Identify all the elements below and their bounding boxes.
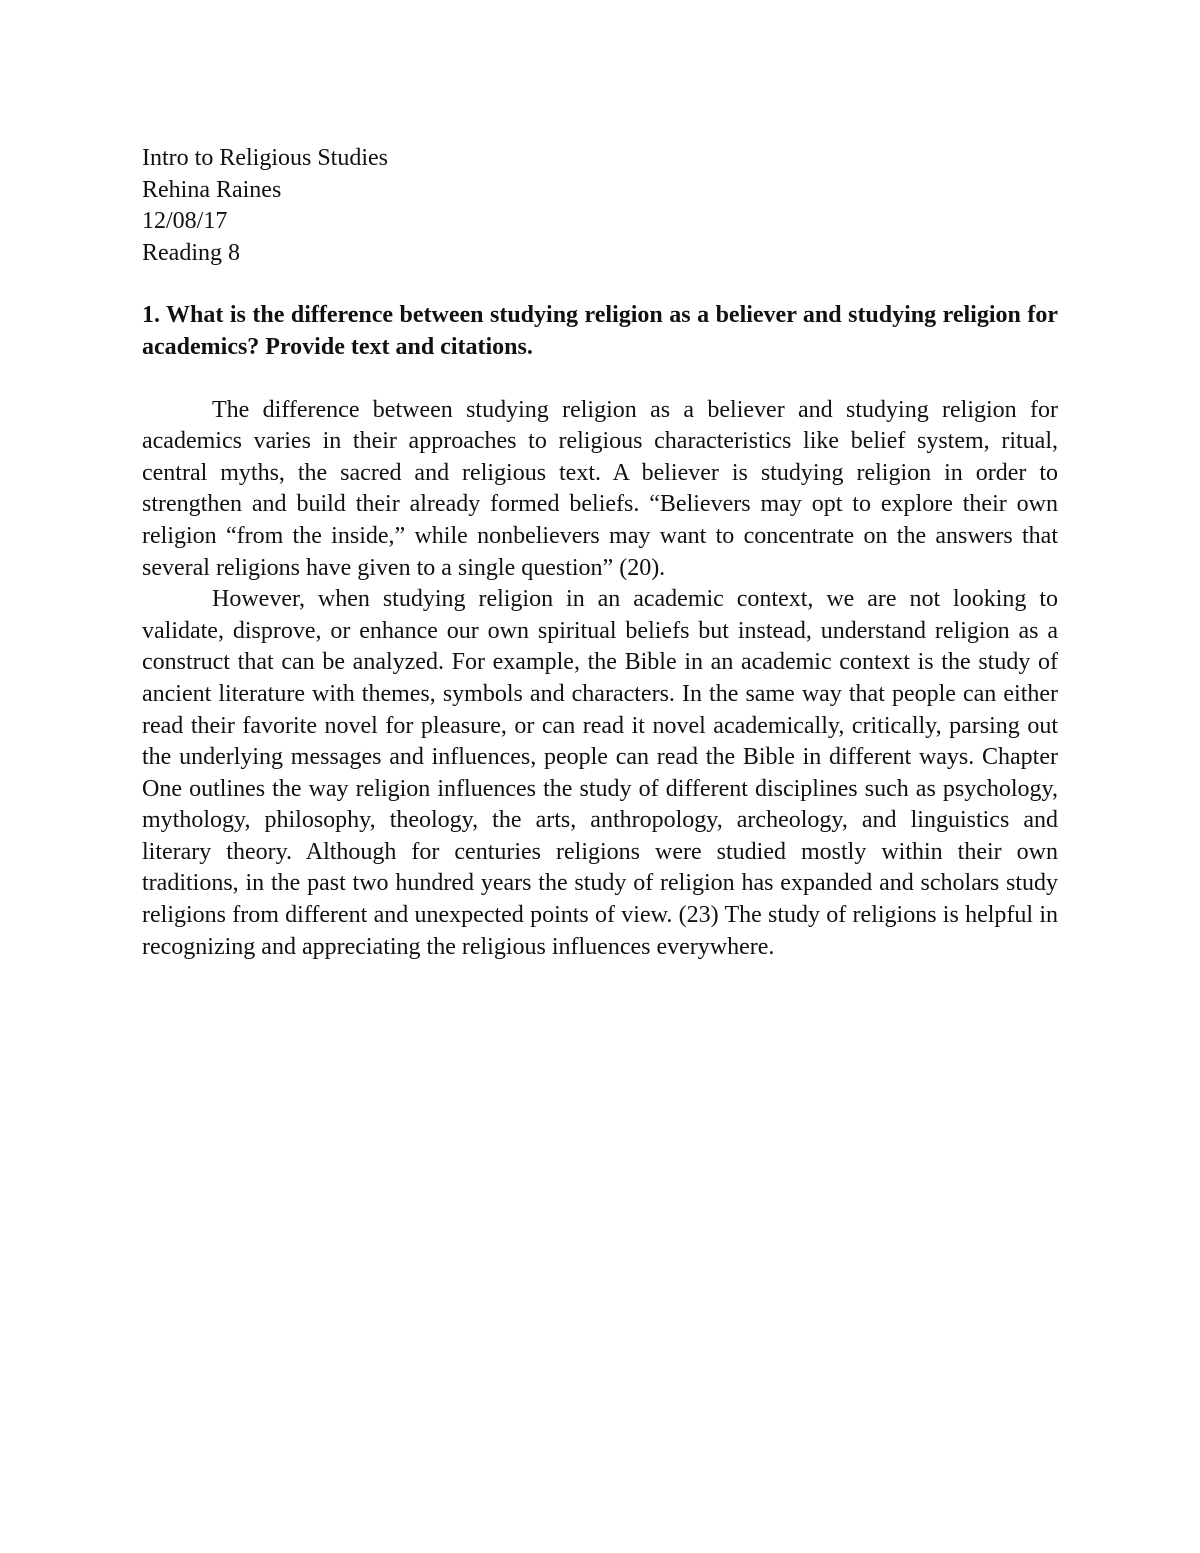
document-body — [142, 143, 1058, 963]
document-header — [142, 143, 1058, 269]
author-name: Rehina Raines — [142, 176, 282, 203]
paragraph-1: The difference between studying religion as a believer and studying religion for academics varies in their approaches to religious characteristics like belief system, ritual, central myths, the sacred and religious text. A believer is studying religion in order to strengthen and build their already formed beliefs. “Believers may opt to explore their own religion “from the inside,” while nonbelievers may want to concentrate on the answers that several religions have given to a single question” (20). — [142, 396, 1058, 581]
assignment-title: Reading 8 — [142, 239, 240, 266]
course-name: Intro to Religious Studies — [142, 145, 388, 171]
paragraph-2: However, when studying religion in an academic context, we are not looking to validate, disprove, or enhance our own spiritual beliefs but instead, understand religion as a construct that can be analyzed. For example, the Bible in an academic context is the study of ancient literature with themes, symbols and characters. In the same way that people can either read their favorite novel for pleasure, or can read it novel academically, critically, parsing out the underlying messages and influences, people can read the Bible in different ways. Chapter One outlines the way religion influences the study of different disciplines such as psychology, mythology, philosophy, theology, the arts, anthropology, archeology, and linguistics and literary theory. Although for centuries religions were studied mostly within their own traditions, in the past two hundred years the study of religion has expanded and scholars study religions from different and unexpected points of view. (23) The study of religions is helpful in recognizing and appreciating the religious influences everywhere. — [142, 586, 1058, 960]
question-heading: 1. What is the difference between studying religion as a believer and studying religion for academics? Provide text and citations. — [142, 302, 1058, 360]
date: 12/08/17 — [142, 208, 228, 235]
